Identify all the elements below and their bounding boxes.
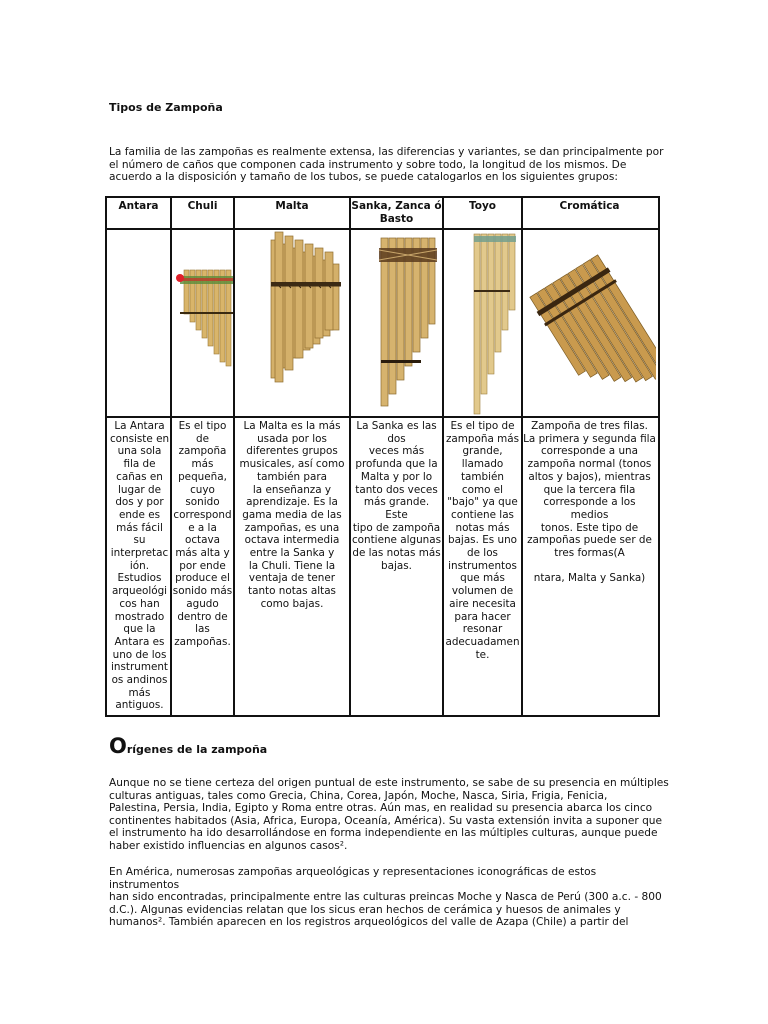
desc-toyo: Es el tipo de zampoña más grande, llamado también como el "bajo" ya que contiene las notas más bajas. Es uno de los instrumentos que más volumen de aire necesita para hacer resonar adecuadamen te. [445,420,520,661]
header-antara: Antara [118,200,159,212]
desc-cromatica: Zampoña de tres filas. La primera y segunda fila corresponde a una zampoña normal (tonos altos y bajos), mientras que la tercera fila corresponde a los medios tonos. Este tipo de zampoñas puede ser de tres formas(A ntara, Malta y Sanka) [523,420,656,585]
sanka-panpipe-image [351,230,442,418]
header-cromatica: Cromática [559,200,620,212]
desc-malta: La Malta es la más usada por los diferentes grupos musicales, así como también para la enseñanza y aprendizaje. Es la gama media de las zampoñas, es una octava intermedia entre la Sanka y la Chuli. Tiene la ventaja de tener tanto notas altas como bajas. [239,420,345,610]
origins-heading-initial: O [109,734,127,758]
page-title: Tipos de Zampoña [109,101,223,114]
desc-antara: La Antara consiste en una sola fila de cañas en lugar de dos y por ende es más fácil su interpretac ión. Estudios arqueológi cos han mostrado que la Antara es uno de los instrument os andinos más antiguos. [109,420,170,712]
header-toyo: Toyo [468,200,497,212]
origins-paragraph-1: Aunque no se tiene certeza del origen puntual de este instrumento, se sabe de su presencia en múltiples culturas antiguas, tales como Grecia, China, Corea, Japón, Moche, Nasca, Siria, Frigia, Fenicia, Palestina, Persia, India, Egipto y Roma entre otras. Aún mas, en realidad su presencia abarca los cinco continentes habitados (Asia, Africa, Europa, Oceanía, América). Su vasta extensión invita a suponer que el instrumento ha ido desarrollándose en forma independiente en las múltiples culturas, aunque puede haber existido influencias en algunos casos². [109,777,669,852]
cromatica-panpipe-image [523,230,656,418]
toyo-panpipe-image [444,230,521,418]
zampona-types-table [105,196,660,717]
header-sanka: Sanka, Zanca ó Basto [351,200,442,225]
desc-sanka: La Sanka es las dos veces más profunda que la Malta y por lo tanto dos veces más grande. Este tipo de zampoña contiene algunas de las notas más bajas. [351,420,442,572]
header-malta: Malta [275,200,309,212]
chuli-panpipe-image [172,230,233,418]
intro-paragraph: La familia de las zampoñas es realmente extensa, las diferencias y variantes, se dan principalmente por el número de caños que componen cada instrumento y sobre todo, la longitud de los mismos. De acuerdo a la disposición y tamaño de los tubos, se puede catalogarlos en los siguientes grupos: [109,146,664,184]
header-chuli: Chuli [187,200,218,212]
desc-chuli: Es el tipo de zampoña más pequeña, cuyo sonido correspond e a la octava más alta y por ende produce el sonido más agudo dentro de las zampoñas. [172,420,233,648]
malta-panpipe-image [235,230,349,418]
origins-heading-text: rígenes de la zampoña [126,743,268,756]
origins-heading [109,734,267,758]
origins-paragraph-2: En América, numerosas zampoñas arqueológicas y representaciones iconográficas de estos instrumentos han sido encontradas, principalmente entre las culturas preincas Moche y Nasca de Perú (300 a.c. - 800 d.C.). Algunas evidencias relatan que los sicus eran hechos de cerámica y huesos de animales y humanos². También aparecen en los registros arqueológicos del valle de Azapa (Chile) a partir del [109,866,662,929]
